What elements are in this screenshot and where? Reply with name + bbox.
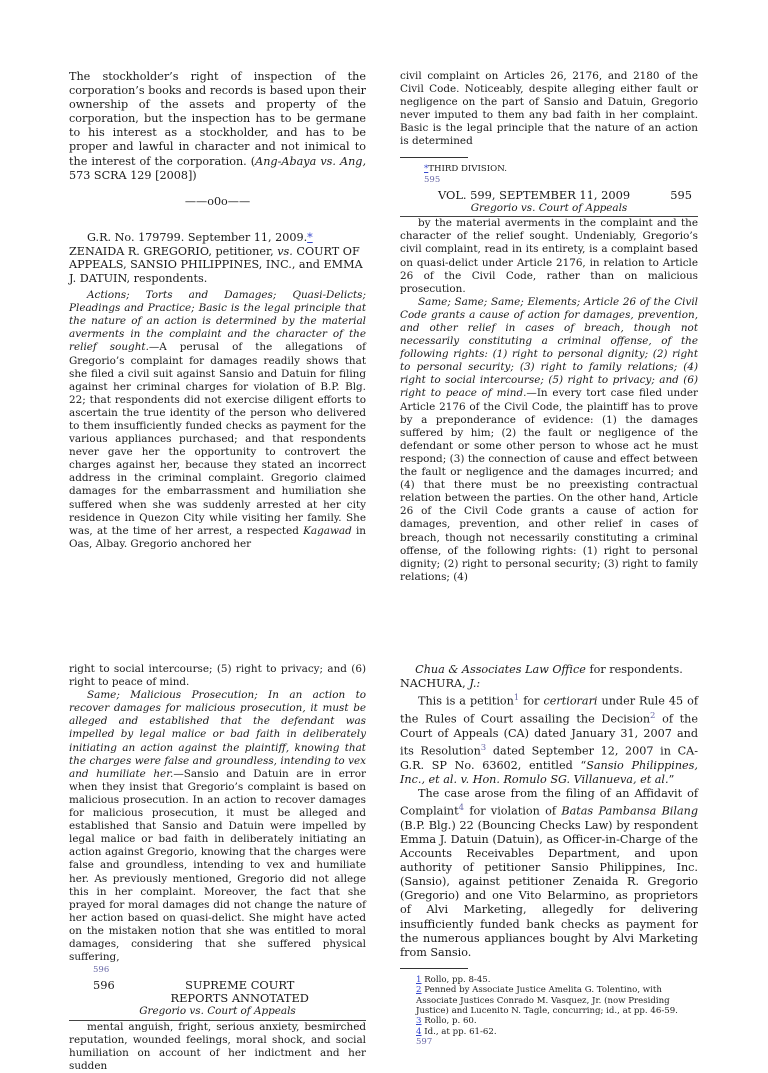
column-bottom-right [400, 663, 698, 1048]
footnote-ref-1[interactable]: 1 [513, 693, 520, 704]
paragraph-material-averments: by the material averments in the complaint and the character of the relief sought. Undeniably, Gregorio’s civil complaint, read in its entirety, is a complaint based on quasi-delict under Article 2176, in relation to Article 26 of the Civil Code, rather than on malicious prosecution. [400, 217, 698, 295]
column-top-left [69, 70, 366, 551]
page-number: 596 [93, 978, 115, 993]
footnote-item: 3 Rollo, p. 60. [416, 1016, 477, 1027]
footnote-divider [400, 968, 468, 969]
footnote-link-star[interactable]: * [424, 163, 429, 174]
footnote-item: 2 Penned by Associate Justice Amelita G. Tolentino, with Associate Justices Conrado M. Vasquez, Jr. (now Presiding Justice) and Lucenito N. Tagle, concurring; id., at pp. 46-59. [416, 985, 678, 1017]
footnotes-list [400, 975, 698, 1048]
footnote-divider [400, 157, 468, 158]
report-title: SUPREME COURT REPORTS ANNOTATED [170, 978, 309, 1006]
case-title-block [69, 231, 366, 286]
ponente-line: NACHURA, J.: [400, 677, 481, 691]
paragraph-petition: This is a petition$^1$ for certiorari under Rule 45 of the Rules of Court assailing the Decision$^2$ of the Court of Appeals (CA) dated January 31, 2007 and its Resolution$^3$ dated September 12, 2007 in CA-G.R. SP No. 63602, entitled “Sansio Philippines, Inc., et al. v. Hon. Romulo SG. Villanueva, et al.” [400, 693, 698, 786]
section-separator: ——o0o—— [184, 194, 251, 208]
running-header [400, 189, 698, 202]
footnote-third-division: *THIRD DIVISION. [424, 163, 507, 174]
gr-number: G.R. No. 179799. September 11, 2009.* [87, 230, 313, 244]
footnote-ref-4[interactable]: 4 [458, 803, 465, 814]
running-header [69, 979, 366, 1005]
page-marker: 595 [424, 174, 441, 185]
paragraph-social-intercourse: right to social intercourse; (5) right to privacy; and (6) right to peace of mind. [69, 663, 366, 689]
case-running-title: Gregorio vs. Court of Appeals [400, 202, 698, 217]
page-marker: 597 [416, 1037, 433, 1048]
syllabus-malicious-prosecution: Same; Malicious Prosecution; In an action to recover damages for malicious prosecution, it must be alleged and established that the defendant was impelled by legal malice or bad faith in deliberately initiating an action against the plaintiff, knowing that the charges were false and groundless, intending to vex and humiliate her.—Sansio and Datuin are in error when they insist that Gregorio’s complaint is based on malicious prosecution. In an action to recover damages for malicious prosecution, it must be alleged and established that Sansio and Datuin were impelled by legal malice or bad faith in deliberately initiating an action against Gregorio, knowing that the charges were false and groundless, intending to vex and humiliate her. As previously mentioned, Gregorio did not allege this in her complaint. Moreover, the fact that she prayed for moral damages did not change the nature of her action based on quasi-delict. She might have acted on the mistaken notion that she was entitled to moral damages, considering that she suffered physical suffering, [69, 689, 366, 964]
footnote-ref-2[interactable]: 2 [650, 711, 656, 722]
paragraph-inspection-rights: The stockholder’s right of inspection of the corporation’s books and records is based upon their ownership of the assets and property of the corporation, but the inspection has to be germane to his interest as a stockholder, and has to be proper and lawful in character and not inimical to the interest of the corporation. (Ang-Abaya vs. Ang, 573 SCRA 129 [2008]) [69, 70, 367, 182]
paragraph-mental-anguish: mental anguish, fright, serious anxiety, besmirched reputation, wounded feelings, moral shock, and social humiliation on account of her indictment and her sudden [69, 1020, 366, 1072]
page-number: 595 [670, 188, 692, 203]
footnote-number[interactable]: 3 [416, 1016, 422, 1027]
footnote-link-star[interactable]: * [307, 230, 313, 244]
counsel-line: Chua & Associates Law Office for respondents. [415, 663, 683, 676]
footnote-number[interactable]: 4 [416, 1026, 422, 1037]
volume-label: VOL. 599, SEPTEMBER 11, 2009 [438, 188, 631, 203]
footnote-number[interactable]: 2 [416, 985, 422, 996]
footnote-ref-3[interactable]: 3 [480, 742, 487, 753]
case-running-title: Gregorio vs. Court of Appeals [69, 1005, 366, 1020]
paragraph-case-origin: The case arose from the filing of an Affidavit of Complaint$^4$ for violation of Batas Pambansa Bilang (B.P. Blg.) 22 (Bouncing Checks Law) by respondent Emma J. Datuin (Datuin), as Officer-in-Charge of the Accounts Receivables Department, and upon authority of petitioner Sansio Philippines, Inc. (Sansio), against petitioner Zenaida R. Gregorio (Gregorio) and one Vito Belarmino, as proprietors of Alvi Marketing, allegedly for delivering insufficiently funded bank checks as payment for the numerous appliances bought by Alvi Marketing from Sansio. [400, 786, 698, 959]
column-top-right [400, 70, 698, 584]
footnote-item: 1 Rollo, pp. 8-45. [416, 974, 491, 985]
syllabus-actions: Actions; Torts and Damages; Quasi-Delicts; Pleadings and Practice; Basic is the legal principle that the nature of an action is determined by the material averments in the complaint and the character of the relief sought.—A perusal of the allegations of Gregorio’s complaint for damages readily shows that she filed a civil suit against Sansio and Datuin for filing against her criminal charges for violation of B.P. Blg. 22; that respondents did not exercise diligent efforts to ascertain the true identity of the person who delivered to them insufficiently funded checks as payment for the various appliances purchased; and that respondents never gave her the opportunity to controvert the charges against her, because they stated an incorrect address in the criminal complaint. Gregorio claimed damages for the embarrassment and humiliation she suffered when she was suddenly arrested at her city residence in Quezon City while visiting her family. She was, at the time of her arrest, a respected Kagawad in Oas, Albay. Gregorio anchored her [69, 289, 366, 550]
case-parties: ZENAIDA R. GREGORIO, petitioner, vs. COURT OF APPEALS, SANSIO PHILIPPINES, INC., and EMMA J. DATUIN, respondents. [69, 244, 363, 286]
footnote-number[interactable]: 1 [416, 974, 422, 985]
column-bottom-left [69, 663, 366, 1073]
paragraph-civil-complaint: civil complaint on Articles 26, 2176, and 2180 of the Civil Code. Noticeably, despite alleging either fault or negligence on the part of Sansio and Datuin, Gregorio never imputed to them any bad faith in her complaint. Basic is the legal principle that the nature of an action is determined [400, 70, 698, 148]
syllabus-article-26: Same; Same; Same; Elements; Article 26 of the Civil Code grants a cause of action for damages, prevention, and other relief in cases of breach, though not necessarily constituting a criminal offense, of the following rights: (1) right to personal dignity; (2) right to personal security; (3) right to family relations; (4) right to social intercourse; (5) right to privacy; and (6) right to peace of mind.—In every tort case filed under Article 2176 of the Civil Code, the plaintiff has to prove by a preponderance of evidence: (1) the damages suffered by him; (2) the fault or negligence of the defendant or some other person to whose act he must respond; (3) the connection of cause and effect between the fault or negligence and the damages incurred; and (4) that there must be no preexisting contractual relation between the parties. On the other hand, Article 26 of the Civil Code grants a cause of action for damages, prevention, and other relief in cases of breach, though not necessarily constituting a criminal offense, of the following rights: (1) right to personal dignity; (2) right to personal security; (3) right to family relations; (4) [400, 295, 698, 583]
footnote-item: 4 Id., at pp. 61-62. [416, 1026, 497, 1037]
page-marker: 596 [93, 965, 110, 976]
